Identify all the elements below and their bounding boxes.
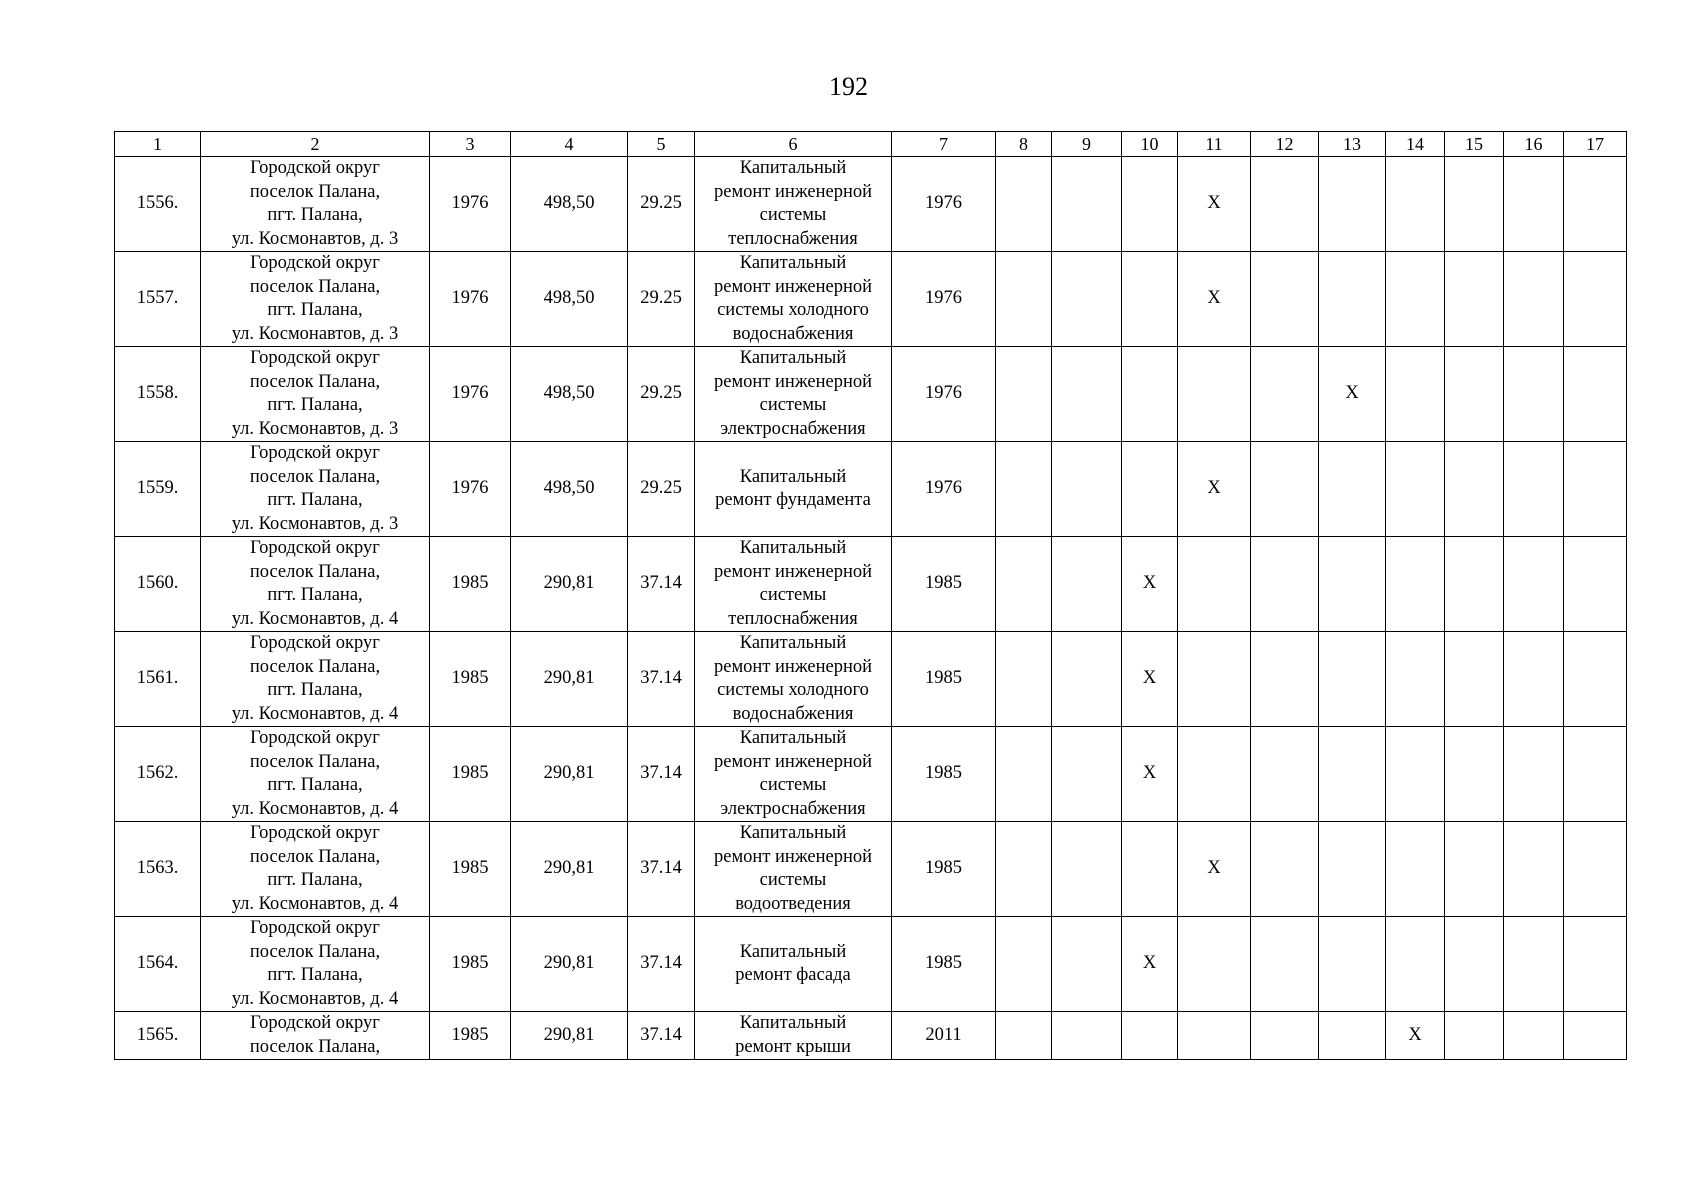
work-type-line: ремонт инженерной <box>714 846 872 867</box>
work-type-line: ремонт инженерной <box>714 181 872 202</box>
area-cell: 290,81 <box>511 917 628 1012</box>
build-year-cell: 1985 <box>430 537 511 632</box>
period-cell-empty <box>1251 252 1319 347</box>
work-type-line: электроснабжения <box>720 418 866 439</box>
work-type-line: системы <box>759 870 827 890</box>
address-line: поселок Палана, <box>249 466 381 487</box>
period-cell-empty <box>1319 917 1386 1012</box>
address-cell <box>201 917 430 1012</box>
address-cell <box>201 252 430 347</box>
work-type-line: Капитальный <box>739 728 847 748</box>
period-mark-cell: X <box>1122 917 1178 1012</box>
address-line: пгт. Палана, <box>267 490 363 510</box>
column-number-11: 11 <box>1178 132 1251 157</box>
period-cell-empty <box>1251 347 1319 442</box>
address-line: пгт. Палана, <box>267 775 363 795</box>
period-cell-empty <box>1052 157 1122 252</box>
column-number-14: 14 <box>1386 132 1445 157</box>
work-type-cell <box>695 347 892 442</box>
table-row <box>115 632 1627 727</box>
period-cell-empty <box>1178 632 1251 727</box>
period-cell-empty <box>1052 347 1122 442</box>
row-number-cell: 1565. <box>115 1012 201 1060</box>
last-repair-year-cell: 2011 <box>892 1012 996 1060</box>
period-cell-empty <box>1251 537 1319 632</box>
work-type-cell <box>695 157 892 252</box>
address-line: Городской округ <box>250 918 380 938</box>
column-number-17: 17 <box>1564 132 1627 157</box>
period-cell-empty <box>1052 252 1122 347</box>
address-line: поселок Палана, <box>249 846 381 867</box>
column-number-12: 12 <box>1251 132 1319 157</box>
column-number-15: 15 <box>1445 132 1504 157</box>
period-cell-empty <box>1564 537 1627 632</box>
address-line: поселок Палана, <box>249 371 381 392</box>
table-row <box>115 252 1627 347</box>
address-cell <box>201 442 430 537</box>
work-type-line: Капитальный <box>739 633 847 653</box>
address-line: ул. Космонавтов, д. 3 <box>231 513 399 534</box>
period-cell-empty <box>1564 1012 1627 1060</box>
period-cell-empty <box>1504 632 1564 727</box>
last-repair-year-cell: 1985 <box>892 917 996 1012</box>
work-type-line: системы <box>759 585 827 605</box>
last-repair-year-cell: 1985 <box>892 632 996 727</box>
address-line: Городской округ <box>250 1013 380 1033</box>
address-line: Городской округ <box>250 348 380 368</box>
address-line: Городской округ <box>250 728 380 748</box>
period-cell-empty <box>1564 822 1627 917</box>
period-cell-empty <box>996 537 1052 632</box>
build-year-cell: 1976 <box>430 157 511 252</box>
address-line: Городской округ <box>250 158 380 178</box>
period-cell-empty <box>1386 822 1445 917</box>
column-number-7: 7 <box>892 132 996 157</box>
period-mark-cell: X <box>1122 632 1178 727</box>
period-cell-empty <box>1052 632 1122 727</box>
build-year-cell: 1976 <box>430 347 511 442</box>
work-type-cell <box>695 1012 892 1060</box>
work-type-cell <box>695 822 892 917</box>
area-cell: 498,50 <box>511 442 628 537</box>
period-cell-empty <box>1122 347 1178 442</box>
work-type-line: Капитальный <box>739 253 847 273</box>
build-year-cell: 1985 <box>430 917 511 1012</box>
period-mark-cell: X <box>1386 1012 1445 1060</box>
address-line: Городской округ <box>250 443 380 463</box>
work-type-line: Капитальный <box>739 348 847 368</box>
period-cell-empty <box>1178 917 1251 1012</box>
period-cell-empty <box>1178 347 1251 442</box>
period-cell-empty <box>1319 537 1386 632</box>
table-row <box>115 442 1627 537</box>
work-type-cell <box>695 442 892 537</box>
period-cell-empty <box>1052 917 1122 1012</box>
period-cell-empty <box>1504 727 1564 822</box>
period-cell-empty <box>1564 347 1627 442</box>
period-cell-empty <box>1504 252 1564 347</box>
wear-cell: 29.25 <box>628 347 695 442</box>
period-cell-empty <box>1251 442 1319 537</box>
period-cell-empty <box>1319 822 1386 917</box>
area-cell: 290,81 <box>511 727 628 822</box>
address-cell <box>201 632 430 727</box>
period-cell-empty <box>1445 822 1504 917</box>
column-number-row <box>115 132 1627 157</box>
period-cell-empty <box>1052 537 1122 632</box>
build-year-cell: 1976 <box>430 442 511 537</box>
work-type-cell <box>695 252 892 347</box>
repair-register-table <box>114 131 1627 1060</box>
area-cell: 290,81 <box>511 537 628 632</box>
address-line: Городской округ <box>250 253 380 273</box>
period-cell-empty <box>1504 822 1564 917</box>
wear-cell: 37.14 <box>628 727 695 822</box>
period-cell-empty <box>1386 727 1445 822</box>
address-line: Городской округ <box>250 633 380 653</box>
column-number-1: 1 <box>115 132 201 157</box>
period-cell-empty <box>1564 442 1627 537</box>
work-type-line: электроснабжения <box>720 798 866 819</box>
work-type-line: системы <box>759 395 827 415</box>
period-mark-cell: X <box>1178 442 1251 537</box>
address-line: ул. Космонавтов, д. 4 <box>231 798 399 819</box>
period-cell-empty <box>1386 347 1445 442</box>
period-cell-empty <box>996 727 1052 822</box>
period-cell-empty <box>1386 917 1445 1012</box>
address-cell <box>201 1012 430 1060</box>
work-type-cell <box>695 632 892 727</box>
period-cell-empty <box>1052 442 1122 537</box>
work-type-line: водоснабжения <box>732 703 854 724</box>
period-cell-empty <box>1445 347 1504 442</box>
build-year-cell: 1985 <box>430 822 511 917</box>
wear-cell: 37.14 <box>628 537 695 632</box>
column-number-8: 8 <box>996 132 1052 157</box>
wear-cell: 37.14 <box>628 632 695 727</box>
address-line: пгт. Палана, <box>267 585 363 605</box>
column-number-16: 16 <box>1504 132 1564 157</box>
address-cell <box>201 727 430 822</box>
address-line: ул. Космонавтов, д. 4 <box>231 703 399 724</box>
address-cell <box>201 537 430 632</box>
period-mark-cell: X <box>1319 347 1386 442</box>
period-cell-empty <box>1445 727 1504 822</box>
work-type-line: теплоснабжения <box>728 608 858 629</box>
address-line: Городской округ <box>250 538 380 558</box>
column-number-9: 9 <box>1052 132 1122 157</box>
page-number: 192 <box>829 72 868 101</box>
period-cell-empty <box>996 1012 1052 1060</box>
period-cell-empty <box>1251 917 1319 1012</box>
address-line: поселок Палана, <box>249 751 381 772</box>
period-cell-empty <box>1564 727 1627 822</box>
work-type-line: Капитальный <box>739 158 847 178</box>
work-type-line: ремонт инженерной <box>714 751 872 772</box>
table-row <box>115 347 1627 442</box>
area-cell: 290,81 <box>511 1012 628 1060</box>
work-type-line: Капитальный <box>739 941 847 962</box>
address-line: ул. Космонавтов, д. 3 <box>231 323 399 344</box>
period-cell-empty <box>1445 537 1504 632</box>
area-cell: 498,50 <box>511 347 628 442</box>
period-cell-empty <box>1445 252 1504 347</box>
period-cell-empty <box>1504 442 1564 537</box>
period-mark-cell: X <box>1178 157 1251 252</box>
address-line: поселок Палана, <box>249 941 381 962</box>
period-cell-empty <box>1386 442 1445 537</box>
row-number-cell: 1563. <box>115 822 201 917</box>
work-type-line: Капитальный <box>739 823 847 843</box>
period-cell-empty <box>1122 822 1178 917</box>
row-number-cell: 1559. <box>115 442 201 537</box>
row-number-cell: 1560. <box>115 537 201 632</box>
address-line: поселок Палана, <box>249 656 381 677</box>
period-cell-empty <box>1178 727 1251 822</box>
table-row <box>115 822 1627 917</box>
period-cell-empty <box>1251 632 1319 727</box>
row-number-cell: 1561. <box>115 632 201 727</box>
period-cell-empty <box>1386 252 1445 347</box>
wear-cell: 29.25 <box>628 157 695 252</box>
period-cell-empty <box>1319 632 1386 727</box>
address-line: поселок Палана, <box>249 276 381 297</box>
work-type-cell <box>695 537 892 632</box>
period-cell-empty <box>1504 917 1564 1012</box>
address-line: Городской округ <box>250 823 380 843</box>
address-line: ул. Космонавтов, д. 4 <box>231 988 399 1009</box>
last-repair-year-cell: 1985 <box>892 537 996 632</box>
period-cell-empty <box>1445 157 1504 252</box>
period-cell-empty <box>1319 1012 1386 1060</box>
period-cell-empty <box>996 632 1052 727</box>
period-cell-empty <box>1319 157 1386 252</box>
period-cell-empty <box>1564 252 1627 347</box>
work-type-line: системы холодного <box>717 300 869 320</box>
address-line: пгт. Палана, <box>267 680 363 700</box>
work-type-line: системы <box>759 775 827 795</box>
period-cell-empty <box>1319 727 1386 822</box>
period-cell-empty <box>1122 1012 1178 1060</box>
last-repair-year-cell: 1976 <box>892 442 996 537</box>
address-line: поселок Палана, <box>249 1036 381 1057</box>
last-repair-year-cell: 1985 <box>892 822 996 917</box>
period-cell-empty <box>1564 917 1627 1012</box>
table-row <box>115 157 1627 252</box>
period-cell-empty <box>1122 252 1178 347</box>
period-cell-empty <box>996 157 1052 252</box>
period-cell-empty <box>1504 347 1564 442</box>
period-cell-empty <box>1504 537 1564 632</box>
period-mark-cell: X <box>1178 252 1251 347</box>
row-number-cell: 1562. <box>115 727 201 822</box>
period-cell-empty <box>1122 442 1178 537</box>
column-number-3: 3 <box>430 132 511 157</box>
area-cell: 290,81 <box>511 822 628 917</box>
wear-cell: 29.25 <box>628 442 695 537</box>
period-mark-cell: X <box>1178 822 1251 917</box>
row-number-cell: 1556. <box>115 157 201 252</box>
period-mark-cell: X <box>1122 537 1178 632</box>
table-row <box>115 727 1627 822</box>
work-type-line: Капитальный <box>739 466 847 487</box>
work-type-line: ремонт инженерной <box>714 276 872 297</box>
work-type-line: ремонт фасада <box>735 965 851 985</box>
period-cell-empty <box>1178 1012 1251 1060</box>
address-line: пгт. Палана, <box>267 205 363 225</box>
row-number-cell: 1558. <box>115 347 201 442</box>
address-line: поселок Палана, <box>249 561 381 582</box>
period-cell-empty <box>1052 822 1122 917</box>
period-cell-empty <box>1445 1012 1504 1060</box>
address-line: ул. Космонавтов, д. 3 <box>231 418 399 439</box>
work-type-line: Капитальный <box>739 1013 847 1033</box>
address-cell <box>201 822 430 917</box>
work-type-line: ремонт инженерной <box>714 371 872 392</box>
work-type-line: ремонт инженерной <box>714 561 872 582</box>
work-type-line: ремонт фундамента <box>715 490 871 510</box>
period-cell-empty <box>1251 157 1319 252</box>
wear-cell: 29.25 <box>628 252 695 347</box>
period-cell-empty <box>996 347 1052 442</box>
work-type-line: ремонт инженерной <box>714 656 872 677</box>
work-type-cell <box>695 727 892 822</box>
period-cell-empty <box>1319 252 1386 347</box>
period-cell-empty <box>1564 157 1627 252</box>
work-type-cell <box>695 917 892 1012</box>
period-cell-empty <box>1386 632 1445 727</box>
address-line: пгт. Палана, <box>267 870 363 890</box>
period-mark-cell: X <box>1122 727 1178 822</box>
work-type-line: Капитальный <box>739 538 847 558</box>
table-row <box>115 917 1627 1012</box>
area-cell: 290,81 <box>511 632 628 727</box>
wear-cell: 37.14 <box>628 1012 695 1060</box>
work-type-line: системы <box>759 205 827 225</box>
wear-cell: 37.14 <box>628 917 695 1012</box>
period-cell-empty <box>1445 917 1504 1012</box>
period-cell-empty <box>1251 822 1319 917</box>
address-line: пгт. Палана, <box>267 300 363 320</box>
work-type-line: водоотведения <box>735 893 851 914</box>
period-cell-empty <box>1251 727 1319 822</box>
period-cell-empty <box>1052 1012 1122 1060</box>
address-line: пгт. Палана, <box>267 965 363 985</box>
work-type-line: теплоснабжения <box>728 228 858 249</box>
area-cell: 498,50 <box>511 157 628 252</box>
work-type-line: системы холодного <box>717 680 869 700</box>
period-cell-empty <box>1564 632 1627 727</box>
period-cell-empty <box>1122 157 1178 252</box>
period-cell-empty <box>1504 157 1564 252</box>
period-cell-empty <box>1445 632 1504 727</box>
column-number-4: 4 <box>511 132 628 157</box>
area-cell: 498,50 <box>511 252 628 347</box>
period-cell-empty <box>996 822 1052 917</box>
last-repair-year-cell: 1985 <box>892 727 996 822</box>
work-type-line: водоснабжения <box>732 323 854 344</box>
period-cell-empty <box>1504 1012 1564 1060</box>
row-number-cell: 1557. <box>115 252 201 347</box>
period-cell-empty <box>1251 1012 1319 1060</box>
table-body <box>115 157 1627 1060</box>
wear-cell: 37.14 <box>628 822 695 917</box>
last-repair-year-cell: 1976 <box>892 347 996 442</box>
address-line: ул. Космонавтов, д. 4 <box>231 608 399 629</box>
period-cell-empty <box>1319 442 1386 537</box>
column-number-5: 5 <box>628 132 695 157</box>
period-cell-empty <box>1052 727 1122 822</box>
build-year-cell: 1985 <box>430 632 511 727</box>
build-year-cell: 1985 <box>430 1012 511 1060</box>
column-number-13: 13 <box>1319 132 1386 157</box>
period-cell-empty <box>1445 442 1504 537</box>
period-cell-empty <box>996 917 1052 1012</box>
period-cell-empty <box>996 252 1052 347</box>
build-year-cell: 1976 <box>430 252 511 347</box>
period-cell-empty <box>996 442 1052 537</box>
period-cell-empty <box>1386 537 1445 632</box>
column-number-6: 6 <box>695 132 892 157</box>
column-number-2: 2 <box>201 132 430 157</box>
address-cell <box>201 347 430 442</box>
last-repair-year-cell: 1976 <box>892 157 996 252</box>
address-line: пгт. Палана, <box>267 395 363 415</box>
table-row <box>115 537 1627 632</box>
address-line: ул. Космонавтов, д. 3 <box>231 228 399 249</box>
table-row <box>115 1012 1627 1060</box>
build-year-cell: 1985 <box>430 727 511 822</box>
address-cell <box>201 157 430 252</box>
period-cell-empty <box>1178 537 1251 632</box>
row-number-cell: 1564. <box>115 917 201 1012</box>
last-repair-year-cell: 1976 <box>892 252 996 347</box>
address-line: поселок Палана, <box>249 181 381 202</box>
column-number-10: 10 <box>1122 132 1178 157</box>
work-type-line: ремонт крыши <box>735 1036 851 1057</box>
address-line: ул. Космонавтов, д. 4 <box>231 893 399 914</box>
period-cell-empty <box>1386 157 1445 252</box>
